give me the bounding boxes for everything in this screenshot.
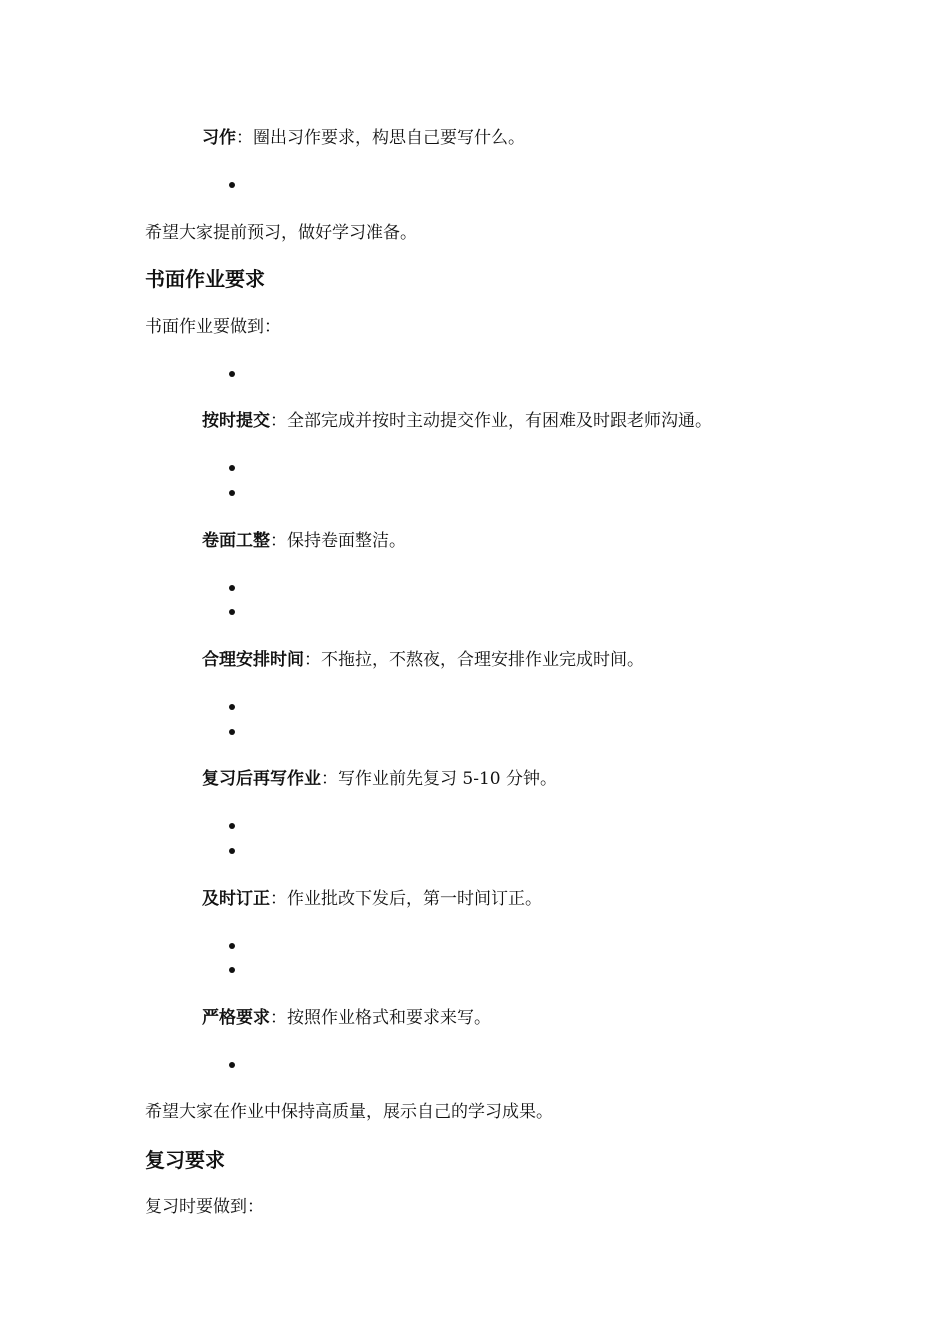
bullet-dot <box>229 848 235 854</box>
item-label: 严格要求 <box>202 1008 270 1028</box>
list-item <box>202 1007 491 1029</box>
item-text: ：全部完成并按时主动提交作业，有困难及时跟老师沟通。 <box>270 411 712 431</box>
bullet-dot <box>229 1062 235 1068</box>
bullet-dot <box>229 943 235 949</box>
item-label: 卷面工整 <box>202 531 270 551</box>
bullet-dot <box>229 823 235 829</box>
item-text: ：不拖拉，不熬夜，合理安排作业完成时间。 <box>304 650 644 670</box>
bullet-dot <box>229 182 235 188</box>
list-item <box>202 530 406 552</box>
section-intro: 复习时要做到： <box>145 1197 264 1217</box>
paragraph: 希望大家提前预习，做好学习准备。 <box>145 223 417 243</box>
list-item <box>202 410 712 432</box>
list-item <box>202 127 525 149</box>
list-item <box>202 649 644 671</box>
item-label: 习作 <box>202 128 236 148</box>
bullet-dot <box>229 465 235 471</box>
item-label: 按时提交 <box>202 411 270 431</box>
item-text: ：作业批改下发后，第一时间订正。 <box>270 889 542 909</box>
item-label: 合理安排时间 <box>202 650 304 670</box>
section-heading: 书面作业要求 <box>145 267 265 291</box>
bullet-dot <box>229 371 235 377</box>
bullet-dot <box>229 490 235 496</box>
item-text: ：写作业前先复习 5-10 分钟。 <box>321 769 557 789</box>
bullet-dot <box>229 729 235 735</box>
bullet-dot <box>229 609 235 615</box>
section-heading: 复习要求 <box>145 1148 225 1172</box>
paragraph: 希望大家在作业中保持高质量，展示自己的学习成果。 <box>145 1102 553 1122</box>
section-intro: 书面作业要做到： <box>145 317 281 337</box>
bullet-dot <box>229 704 235 710</box>
item-label: 及时订正 <box>202 889 270 909</box>
item-text: ：按照作业格式和要求来写。 <box>270 1008 491 1028</box>
item-label: 复习后再写作业 <box>202 769 321 789</box>
bullet-dot <box>229 967 235 973</box>
bullet-dot <box>229 585 235 591</box>
item-text: ：圈出习作要求，构思自己要写什么。 <box>236 128 525 148</box>
item-text: ：保持卷面整洁。 <box>270 531 406 551</box>
list-item <box>202 888 542 910</box>
list-item <box>202 768 557 790</box>
